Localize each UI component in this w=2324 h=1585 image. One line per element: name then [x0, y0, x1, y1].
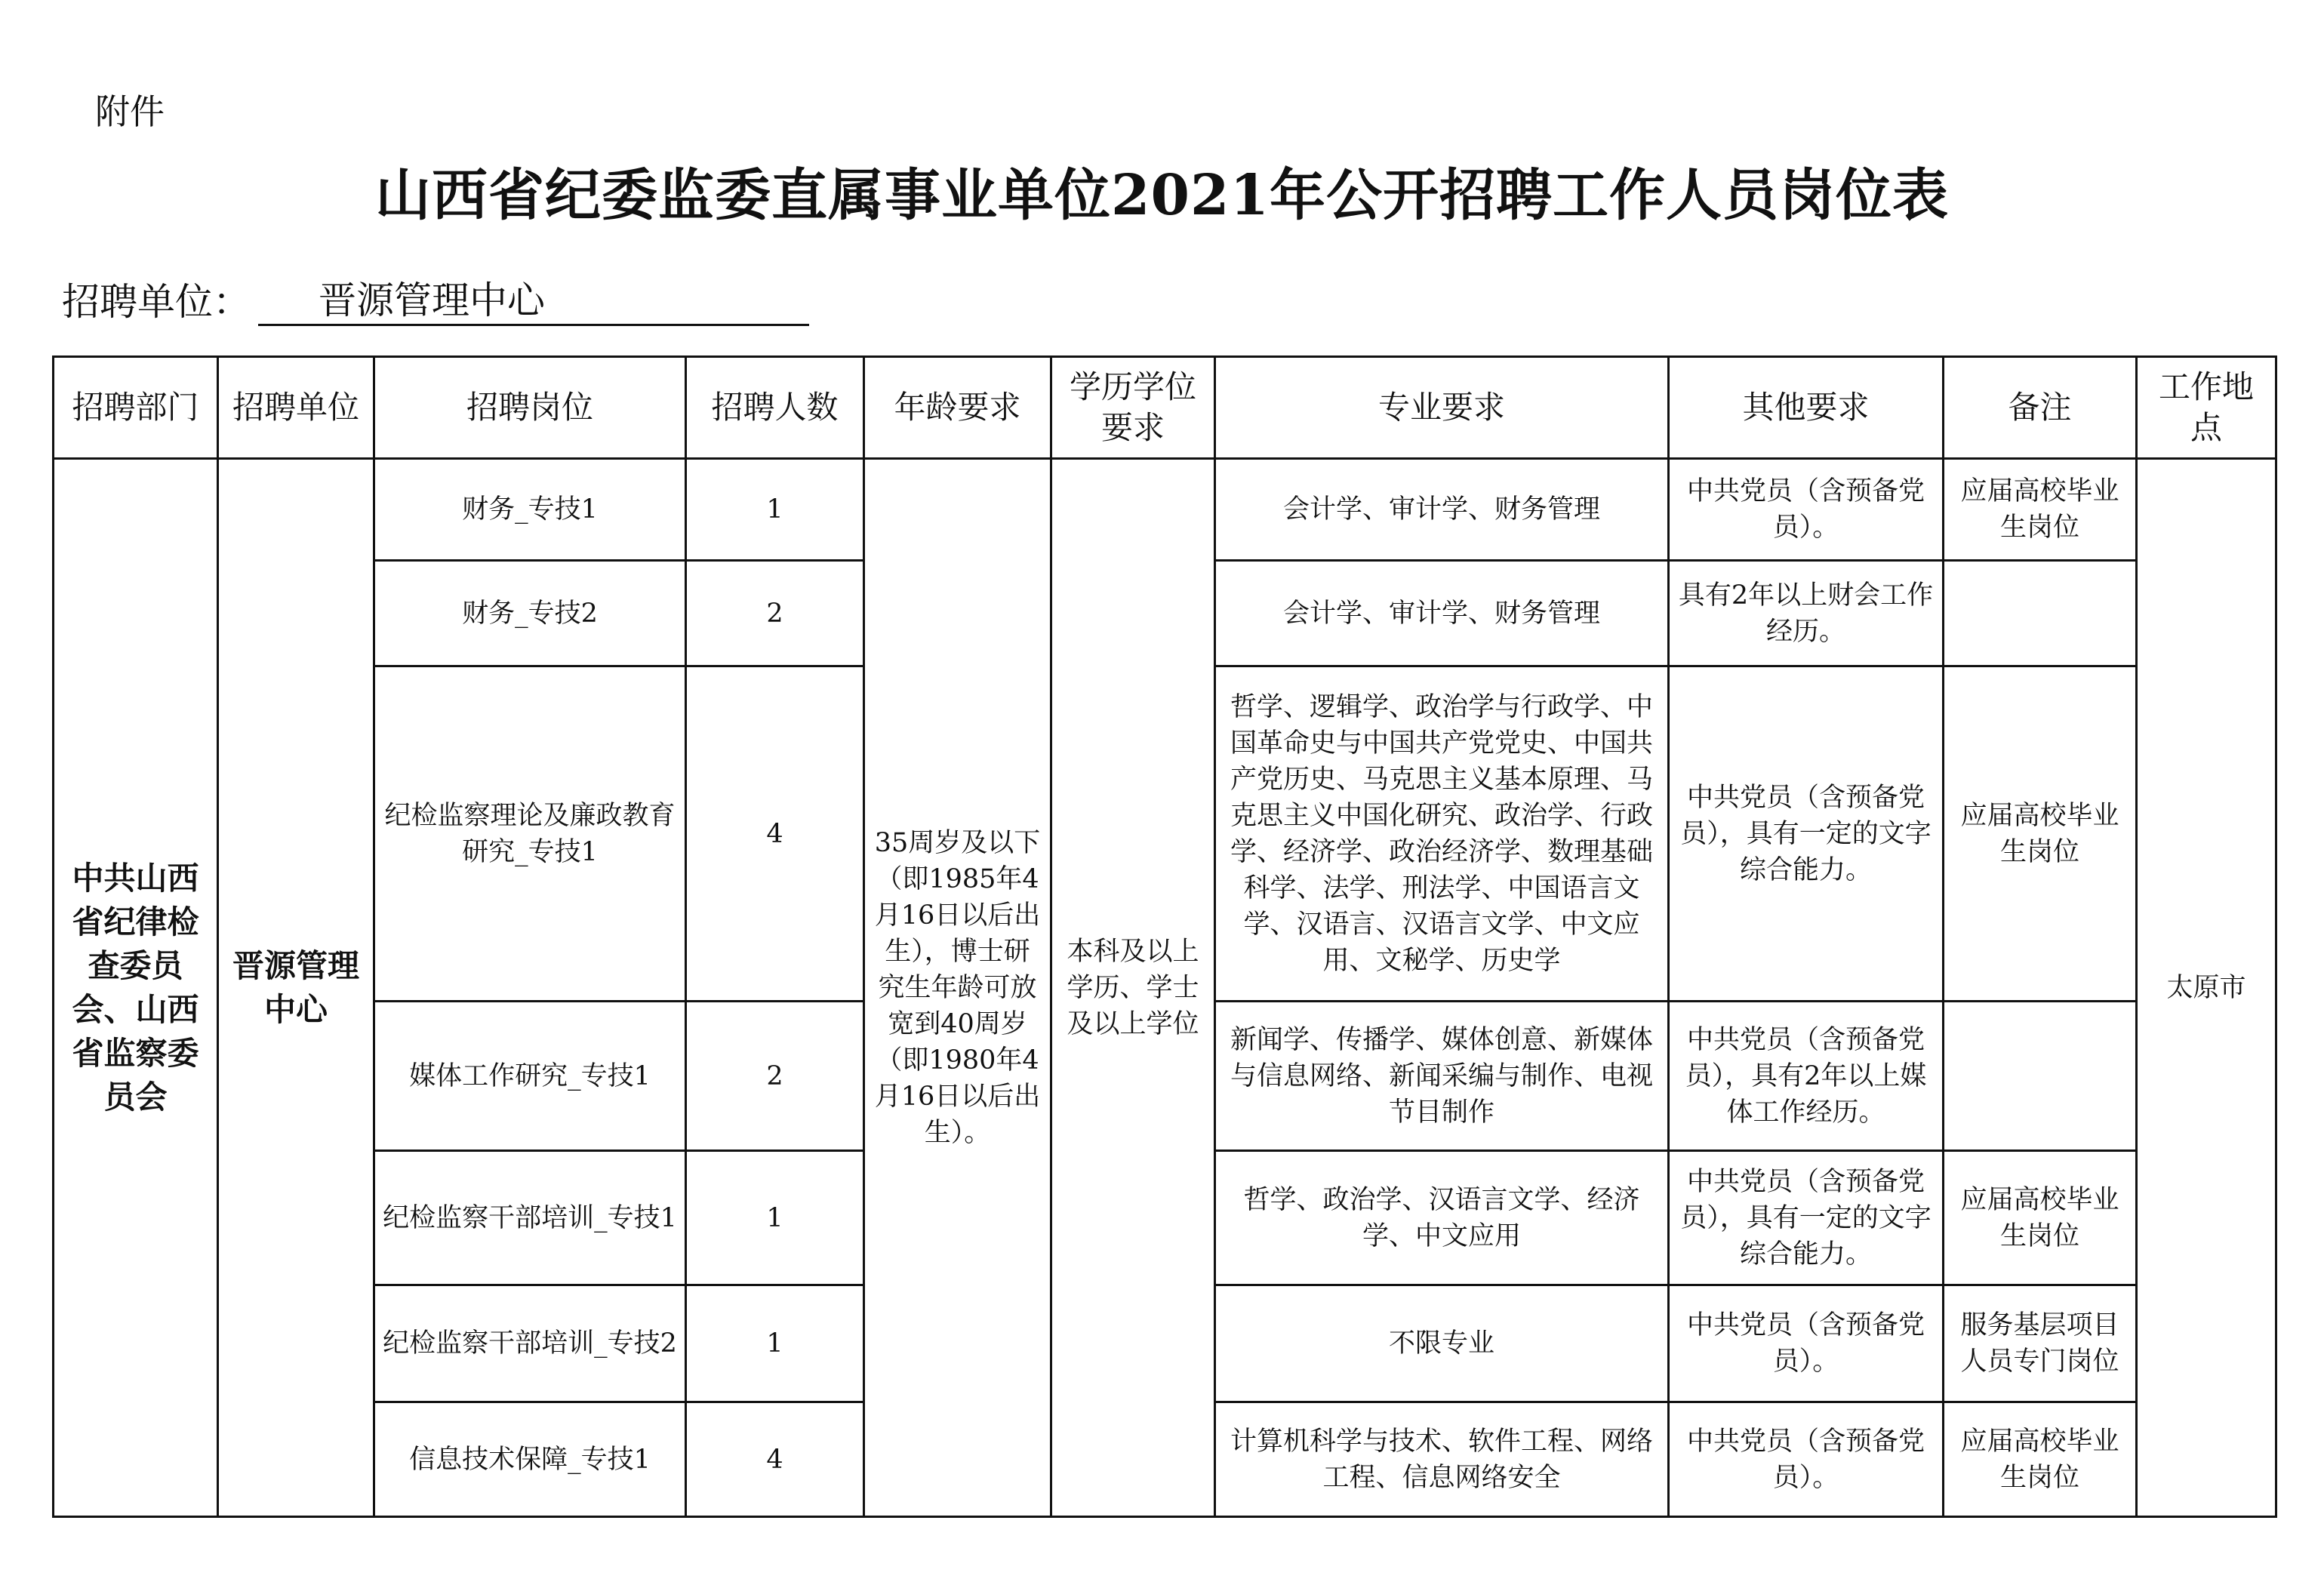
note-cell [1944, 1002, 2137, 1151]
position-cell: 纪检监察干部培训_专技1 [374, 1151, 686, 1285]
col-header-other: 其他要求 [1669, 357, 1944, 459]
other-requirement-cell: 中共党员（含预备党员）。 [1669, 1402, 1944, 1517]
col-header-note: 备注 [1944, 357, 2137, 459]
col-header-age: 年龄要求 [864, 357, 1051, 459]
col-header-department: 招聘部门 [54, 357, 218, 459]
note-cell [1944, 561, 2137, 666]
col-header-location: 工作地点 [2137, 357, 2276, 459]
major-cell: 不限专业 [1215, 1285, 1669, 1402]
table-row [54, 459, 2276, 561]
table-header-row [54, 357, 2276, 459]
page-title: 山西省纪委监委直属事业单位2021年公开招聘工作人员岗位表 [375, 163, 1949, 228]
education-requirement-cell: 本科及以上学历、学士及以上学位 [1051, 459, 1215, 1517]
count-cell: 1 [686, 459, 864, 561]
age-requirement-cell: 35周岁及以下（即1985年4 月16日以后出生），博士研究生年龄可放宽到40周岁（即1980年4月16日以后出生）。 [864, 459, 1051, 1517]
col-header-education: 学历学位要求 [1051, 357, 1215, 459]
major-cell: 哲学、政治学、汉语言文学、经济学、中文应用 [1215, 1151, 1669, 1285]
major-cell: 计算机科学与技术、软件工程、网络工程、信息网络安全 [1215, 1402, 1669, 1517]
note-cell: 服务基层项目人员专门岗位 [1944, 1285, 2137, 1402]
note-cell: 应届高校毕业生岗位 [1944, 666, 2137, 1002]
position-cell: 纪检监察干部培训_专技2 [374, 1285, 686, 1402]
unit-cell: 晋源管理中心 [218, 459, 374, 1517]
other-requirement-cell: 中共党员（含预备党员），具有2年以上媒体工作经历。 [1669, 1002, 1944, 1151]
position-cell: 媒体工作研究_专技1 [374, 1002, 686, 1151]
other-requirement-cell: 中共党员（含预备党员），具有一定的文字综合能力。 [1669, 666, 1944, 1002]
col-header-major: 专业要求 [1215, 357, 1669, 459]
count-cell: 2 [686, 561, 864, 666]
attachment-label: 附件 [95, 91, 165, 132]
other-requirement-cell: 具有2年以上财会工作经历。 [1669, 561, 1944, 666]
major-cell: 会计学、审计学、财务管理 [1215, 561, 1669, 666]
col-header-unit: 招聘单位 [218, 357, 374, 459]
position-cell: 信息技术保障_专技1 [374, 1402, 686, 1517]
recruiting-unit-line [62, 273, 809, 326]
major-cell: 哲学、逻辑学、政治学与行政学、中国革命史与中国共产党党史、中国共产党历史、马克思主义基本原理、马克思主义中国化研究、政治学、行政学、经济学、政治经济学、数理基础科学、法学、刑法学、中国语言文学、汉语言、汉语言文学、中文应用、文秘学、历史学 [1215, 666, 1669, 1002]
count-cell: 4 [686, 666, 864, 1002]
count-cell: 4 [686, 1402, 864, 1517]
unit-value: 晋源管理中心 [258, 277, 809, 326]
position-cell: 财务_专技2 [374, 561, 686, 666]
count-cell: 2 [686, 1002, 864, 1151]
major-cell: 会计学、审计学、财务管理 [1215, 459, 1669, 561]
note-cell: 应届高校毕业生岗位 [1944, 1151, 2137, 1285]
position-cell: 纪检监察理论及廉政教育研究_专技1 [374, 666, 686, 1002]
unit-label: 招聘单位： [62, 280, 251, 324]
other-requirement-cell: 中共党员（含预备党员）。 [1669, 1285, 1944, 1402]
col-header-position: 招聘岗位 [374, 357, 686, 459]
count-cell: 1 [686, 1151, 864, 1285]
other-requirement-cell: 中共党员（含预备党员），具有一定的文字综合能力。 [1669, 1151, 1944, 1285]
position-cell: 财务_专技1 [374, 459, 686, 561]
department-cell: 中共山西省纪律检查委员会、山西省监察委员会 [54, 459, 218, 1517]
major-cell: 新闻学、传播学、媒体创意、新媒体与信息网络、新闻采编与制作、电视节目制作 [1215, 1002, 1669, 1151]
note-cell: 应届高校毕业生岗位 [1944, 459, 2137, 561]
other-requirement-cell: 中共党员（含预备党员）。 [1669, 459, 1944, 561]
count-cell: 1 [686, 1285, 864, 1402]
positions-table [52, 355, 2277, 1518]
note-cell: 应届高校毕业生岗位 [1944, 1402, 2137, 1517]
col-header-count: 招聘人数 [686, 357, 864, 459]
location-cell: 太原市 [2137, 459, 2276, 1517]
